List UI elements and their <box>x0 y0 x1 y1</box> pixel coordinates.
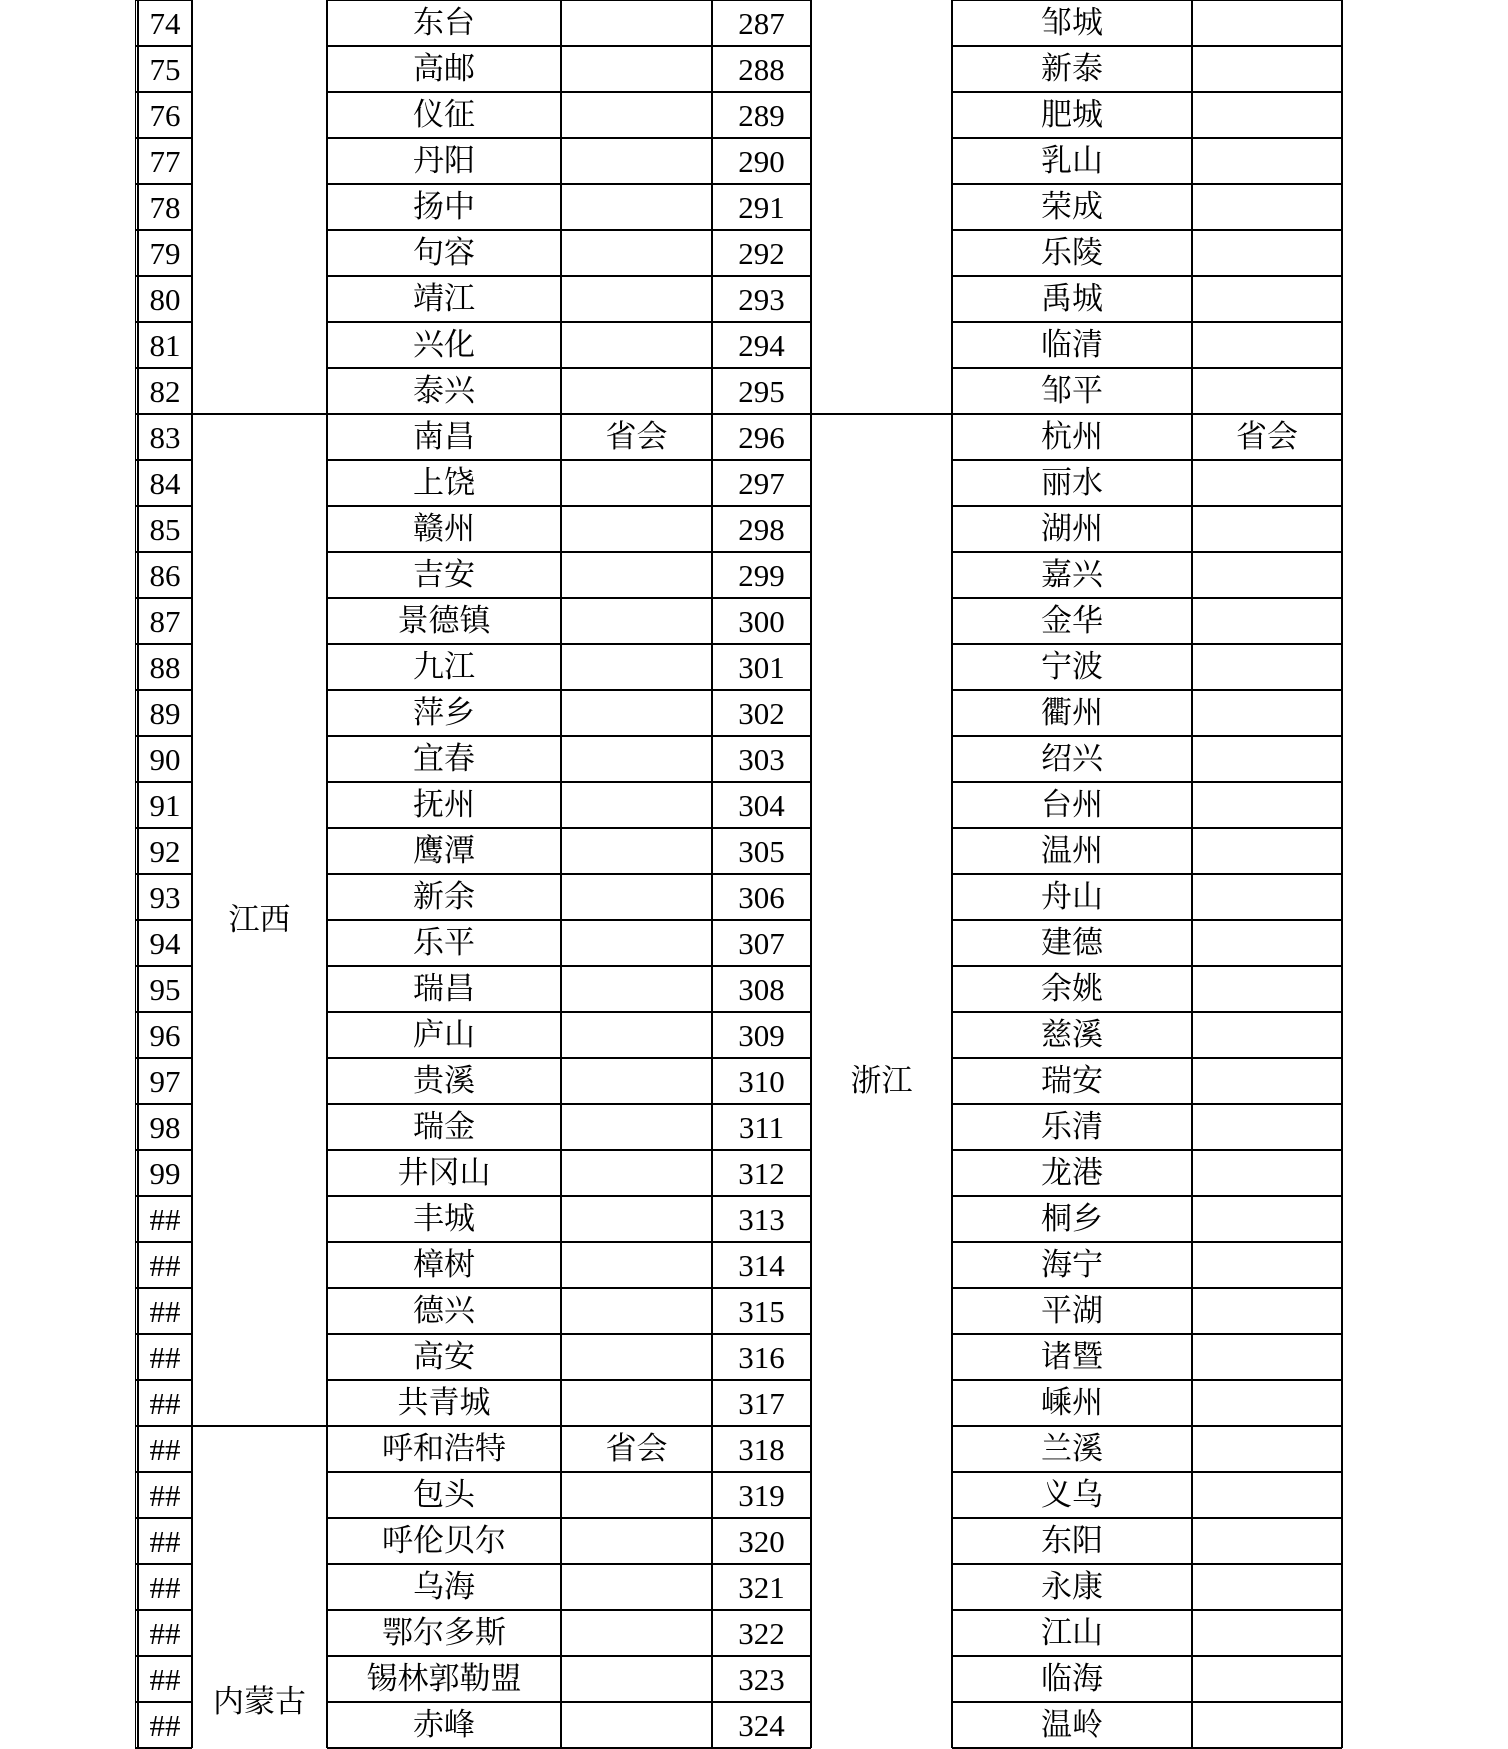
capital-note-right <box>1192 276 1342 322</box>
city-name-right: 荣成 <box>1041 188 1103 225</box>
capital-note-right <box>1192 506 1342 552</box>
province-cell: 江西 <box>228 901 291 938</box>
city-name: 东台 <box>413 4 475 41</box>
province-cell: 内蒙古 <box>213 1683 306 1720</box>
capital-note <box>561 598 712 644</box>
row-number: 75 <box>149 51 181 87</box>
row-number: 88 <box>149 649 181 685</box>
row-number-right: 290 <box>738 143 785 179</box>
row-number-right: 303 <box>738 741 785 777</box>
city-name: 靖江 <box>413 280 475 317</box>
city-name-right: 邹平 <box>1041 372 1103 409</box>
row-number: 85 <box>149 511 181 547</box>
row-number: 96 <box>149 1017 181 1053</box>
capital-note-right <box>1192 1196 1342 1242</box>
capital-note <box>561 92 712 138</box>
row-number: ## <box>149 1477 181 1513</box>
row-number: ## <box>149 1293 181 1329</box>
capital-note-right <box>1192 1472 1342 1518</box>
city-name-right: 邹城 <box>1041 4 1103 41</box>
city-name: 乌海 <box>413 1568 475 1605</box>
capital-note <box>561 322 712 368</box>
capital-note-right <box>1192 1426 1342 1472</box>
city-name: 井冈山 <box>397 1154 491 1191</box>
row-number-right: 317 <box>738 1385 785 1421</box>
capital-note <box>561 874 712 920</box>
city-name-right: 建德 <box>1041 924 1103 961</box>
city-name-right: 宁波 <box>1041 648 1103 685</box>
city-name: 呼和浩特 <box>382 1430 506 1467</box>
capital-note <box>561 782 712 828</box>
capital-note-right <box>1192 782 1342 828</box>
city-name: 鄂尔多斯 <box>382 1614 506 1651</box>
capital-note-right <box>1192 184 1342 230</box>
row-number: 74 <box>149 5 181 41</box>
row-number: ## <box>149 1523 181 1559</box>
capital-note-right <box>1192 1150 1342 1196</box>
capital-note-right <box>1192 828 1342 874</box>
capital-note-right <box>1192 230 1342 276</box>
capital-note <box>561 1564 712 1610</box>
capital-note-right <box>1192 1380 1342 1426</box>
capital-note <box>561 1334 712 1380</box>
city-name: 上饶 <box>413 464 475 501</box>
row-number-right: 305 <box>738 833 785 869</box>
capital-note <box>561 46 712 92</box>
city-name: 贵溪 <box>413 1062 475 1099</box>
row-number-right: 291 <box>738 189 785 225</box>
row-number-right: 287 <box>738 5 785 41</box>
capital-note-right <box>1192 552 1342 598</box>
capital-note-right <box>1192 1656 1342 1702</box>
city-name-right: 新泰 <box>1041 50 1103 87</box>
capital-note-right <box>1192 1702 1342 1748</box>
row-number-right: 289 <box>738 97 785 133</box>
capital-note-right <box>1192 736 1342 782</box>
capital-note-right <box>1192 690 1342 736</box>
row-number: 90 <box>149 741 181 777</box>
row-number: ## <box>149 1661 181 1697</box>
capital-note-right <box>1192 966 1342 1012</box>
capital-note <box>561 736 712 782</box>
capital-note-right <box>1192 1334 1342 1380</box>
city-name-right: 龙港 <box>1041 1154 1103 1191</box>
city-name-right: 乳山 <box>1041 142 1103 179</box>
row-number: ## <box>149 1707 181 1743</box>
row-number-right: 296 <box>738 419 785 455</box>
city-name: 萍乡 <box>413 694 475 731</box>
city-name: 赤峰 <box>413 1706 475 1743</box>
city-name-right: 乐陵 <box>1041 234 1103 271</box>
capital-note-right <box>1192 874 1342 920</box>
capital-note <box>561 920 712 966</box>
city-name: 瑞昌 <box>413 970 475 1007</box>
city-name: 鹰潭 <box>413 832 475 869</box>
capital-note <box>561 1242 712 1288</box>
city-name-right: 余姚 <box>1041 970 1103 1007</box>
row-number-right: 308 <box>738 971 785 1007</box>
row-number-right: 293 <box>738 281 785 317</box>
city-name: 赣州 <box>413 510 475 547</box>
capital-note-right <box>1192 644 1342 690</box>
city-name-right: 衢州 <box>1041 694 1103 731</box>
capital-note <box>561 1702 712 1748</box>
row-number: ## <box>149 1201 181 1237</box>
capital-note-right <box>1192 1564 1342 1610</box>
city-name-right: 临清 <box>1041 326 1103 363</box>
capital-note <box>561 552 712 598</box>
row-number-right: 297 <box>738 465 785 501</box>
row-number: 77 <box>149 143 181 179</box>
row-number: 97 <box>149 1063 181 1099</box>
row-number-right: 309 <box>738 1017 785 1053</box>
city-name: 吉安 <box>413 556 475 593</box>
capital-note <box>561 0 712 46</box>
capital-note <box>561 230 712 276</box>
city-name: 庐山 <box>413 1016 475 1053</box>
city-name-right: 乐清 <box>1041 1108 1103 1145</box>
capital-note-right <box>1192 460 1342 506</box>
row-number-right: 312 <box>738 1155 785 1191</box>
row-number-right: 315 <box>738 1293 785 1329</box>
capital-note-right <box>1192 1242 1342 1288</box>
capital-note <box>561 1058 712 1104</box>
city-name-right: 丽水 <box>1041 464 1103 501</box>
row-number-right: 307 <box>738 925 785 961</box>
city-name-right: 绍兴 <box>1041 740 1103 777</box>
row-number: 78 <box>149 189 181 225</box>
city-name: 包头 <box>413 1476 475 1513</box>
row-number-right: 318 <box>738 1431 785 1467</box>
capital-note <box>561 1196 712 1242</box>
capital-note <box>561 1288 712 1334</box>
grid-line <box>192 1425 327 1427</box>
city-name: 南昌 <box>413 418 475 455</box>
row-number: 83 <box>149 419 181 455</box>
row-number-right: 311 <box>738 1109 785 1145</box>
capital-note <box>561 138 712 184</box>
capital-note-right <box>1192 322 1342 368</box>
capital-note <box>561 1380 712 1426</box>
capital-note <box>561 1104 712 1150</box>
row-number: ## <box>149 1569 181 1605</box>
row-number-right: 310 <box>738 1063 785 1099</box>
city-name-right: 金华 <box>1041 602 1103 639</box>
capital-note <box>561 1012 712 1058</box>
city-name-right: 慈溪 <box>1041 1016 1103 1053</box>
city-name-right: 温州 <box>1041 832 1103 869</box>
city-name-right: 义乌 <box>1041 1476 1103 1513</box>
city-name: 扬中 <box>413 188 475 225</box>
row-number: 94 <box>149 925 181 961</box>
capital-note-right <box>1192 1288 1342 1334</box>
row-number-right: 302 <box>738 695 785 731</box>
row-number: ## <box>149 1431 181 1467</box>
city-name-right: 禹城 <box>1041 280 1103 317</box>
row-number-right: 299 <box>738 557 785 593</box>
city-name-right: 兰溪 <box>1041 1430 1103 1467</box>
capital-note-right <box>1192 598 1342 644</box>
province-cell-right: 浙江 <box>850 1062 913 1099</box>
row-number: 93 <box>149 879 181 915</box>
row-number: 81 <box>149 327 181 363</box>
capital-note: 省会 <box>605 418 668 455</box>
row-number: 95 <box>149 971 181 1007</box>
city-name-right: 杭州 <box>1041 418 1103 455</box>
city-name: 景德镇 <box>397 602 491 639</box>
city-name-right: 东阳 <box>1041 1522 1103 1559</box>
city-name: 乐平 <box>413 924 475 961</box>
city-name-right: 嵊州 <box>1041 1384 1103 1421</box>
city-name-right: 临海 <box>1041 1660 1103 1697</box>
capital-note <box>561 1610 712 1656</box>
capital-note-right <box>1192 1104 1342 1150</box>
capital-note <box>561 276 712 322</box>
capital-note <box>561 644 712 690</box>
city-name-right: 永康 <box>1041 1568 1103 1605</box>
capital-note-right <box>1192 1610 1342 1656</box>
capital-note-right <box>1192 368 1342 414</box>
city-name-right: 桐乡 <box>1041 1200 1103 1237</box>
capital-note <box>561 460 712 506</box>
capital-note <box>561 828 712 874</box>
city-name-right: 肥城 <box>1041 96 1103 133</box>
row-number: ## <box>149 1247 181 1283</box>
city-name: 德兴 <box>413 1292 475 1329</box>
row-number-right: 323 <box>738 1661 785 1697</box>
row-number: 86 <box>149 557 181 593</box>
city-name: 仪征 <box>413 96 475 133</box>
row-number: 92 <box>149 833 181 869</box>
row-number: 99 <box>149 1155 181 1191</box>
row-number-right: 300 <box>738 603 785 639</box>
city-name: 抚州 <box>413 786 475 823</box>
capital-note <box>561 966 712 1012</box>
city-name: 呼伦贝尔 <box>382 1522 506 1559</box>
capital-note <box>561 1518 712 1564</box>
row-number-right: 319 <box>738 1477 785 1513</box>
city-name-right: 温岭 <box>1041 1706 1103 1743</box>
city-name: 泰兴 <box>413 372 475 409</box>
city-name: 宜春 <box>413 740 475 777</box>
row-number-right: 316 <box>738 1339 785 1375</box>
row-number-right: 294 <box>738 327 785 363</box>
row-number: 82 <box>149 373 181 409</box>
province-cell <box>192 0 327 414</box>
row-number-right: 324 <box>738 1707 785 1743</box>
row-number: 89 <box>149 695 181 731</box>
city-name-right: 平湖 <box>1041 1292 1103 1329</box>
city-name-right: 瑞安 <box>1041 1062 1103 1099</box>
city-name-right: 台州 <box>1041 786 1103 823</box>
row-number-right: 295 <box>738 373 785 409</box>
city-name: 高邮 <box>413 50 475 87</box>
city-name: 丰城 <box>413 1200 475 1237</box>
row-number-right: 301 <box>738 649 785 685</box>
row-number: ## <box>149 1385 181 1421</box>
city-name: 高安 <box>413 1338 475 1375</box>
capital-note-right <box>1192 0 1342 46</box>
city-name: 兴化 <box>413 326 475 363</box>
capital-note-right <box>1192 46 1342 92</box>
row-number-right: 304 <box>738 787 785 823</box>
row-number-right: 321 <box>738 1569 785 1605</box>
city-name-right: 湖州 <box>1041 510 1103 547</box>
city-name: 锡林郭勒盟 <box>366 1660 522 1697</box>
capital-note <box>561 368 712 414</box>
city-name: 樟树 <box>413 1246 475 1283</box>
row-number: ## <box>149 1615 181 1651</box>
city-name-right: 诸暨 <box>1041 1338 1103 1375</box>
capital-note <box>561 690 712 736</box>
province-cell-right <box>811 0 952 414</box>
capital-note-right <box>1192 1058 1342 1104</box>
capital-note-right <box>1192 138 1342 184</box>
city-name: 句容 <box>413 234 475 271</box>
city-name-right: 舟山 <box>1041 878 1103 915</box>
row-number: 91 <box>149 787 181 823</box>
capital-note <box>561 1150 712 1196</box>
city-name-right: 江山 <box>1041 1614 1103 1651</box>
row-number-right: 288 <box>738 51 785 87</box>
row-number: 79 <box>149 235 181 271</box>
row-number: 87 <box>149 603 181 639</box>
row-number-right: 313 <box>738 1201 785 1237</box>
capital-note <box>561 1656 712 1702</box>
city-name: 新余 <box>413 878 475 915</box>
city-name: 共青城 <box>397 1384 491 1421</box>
city-name: 瑞金 <box>413 1108 475 1145</box>
row-number: 80 <box>149 281 181 317</box>
row-number: 84 <box>149 465 181 501</box>
row-number: ## <box>149 1339 181 1375</box>
city-name-right: 海宁 <box>1041 1246 1103 1283</box>
row-number-right: 306 <box>738 879 785 915</box>
capital-note-right <box>1192 92 1342 138</box>
capital-note-right: 省会 <box>1236 418 1298 455</box>
capital-note <box>561 1472 712 1518</box>
row-number-right: 320 <box>738 1523 785 1559</box>
row-number-right: 298 <box>738 511 785 547</box>
row-number-right: 292 <box>738 235 785 271</box>
capital-note <box>561 184 712 230</box>
city-name: 丹阳 <box>413 142 475 179</box>
capital-note: 省会 <box>605 1430 668 1467</box>
capital-note-right <box>1192 1012 1342 1058</box>
row-number-right: 322 <box>738 1615 785 1651</box>
row-number: 98 <box>149 1109 181 1145</box>
capital-note-right <box>1192 920 1342 966</box>
capital-note-right <box>1192 1518 1342 1564</box>
row-number: 76 <box>149 97 181 133</box>
row-number-right: 314 <box>738 1247 785 1283</box>
city-name: 九江 <box>413 648 475 685</box>
city-name-right: 嘉兴 <box>1041 556 1103 593</box>
capital-note <box>561 506 712 552</box>
